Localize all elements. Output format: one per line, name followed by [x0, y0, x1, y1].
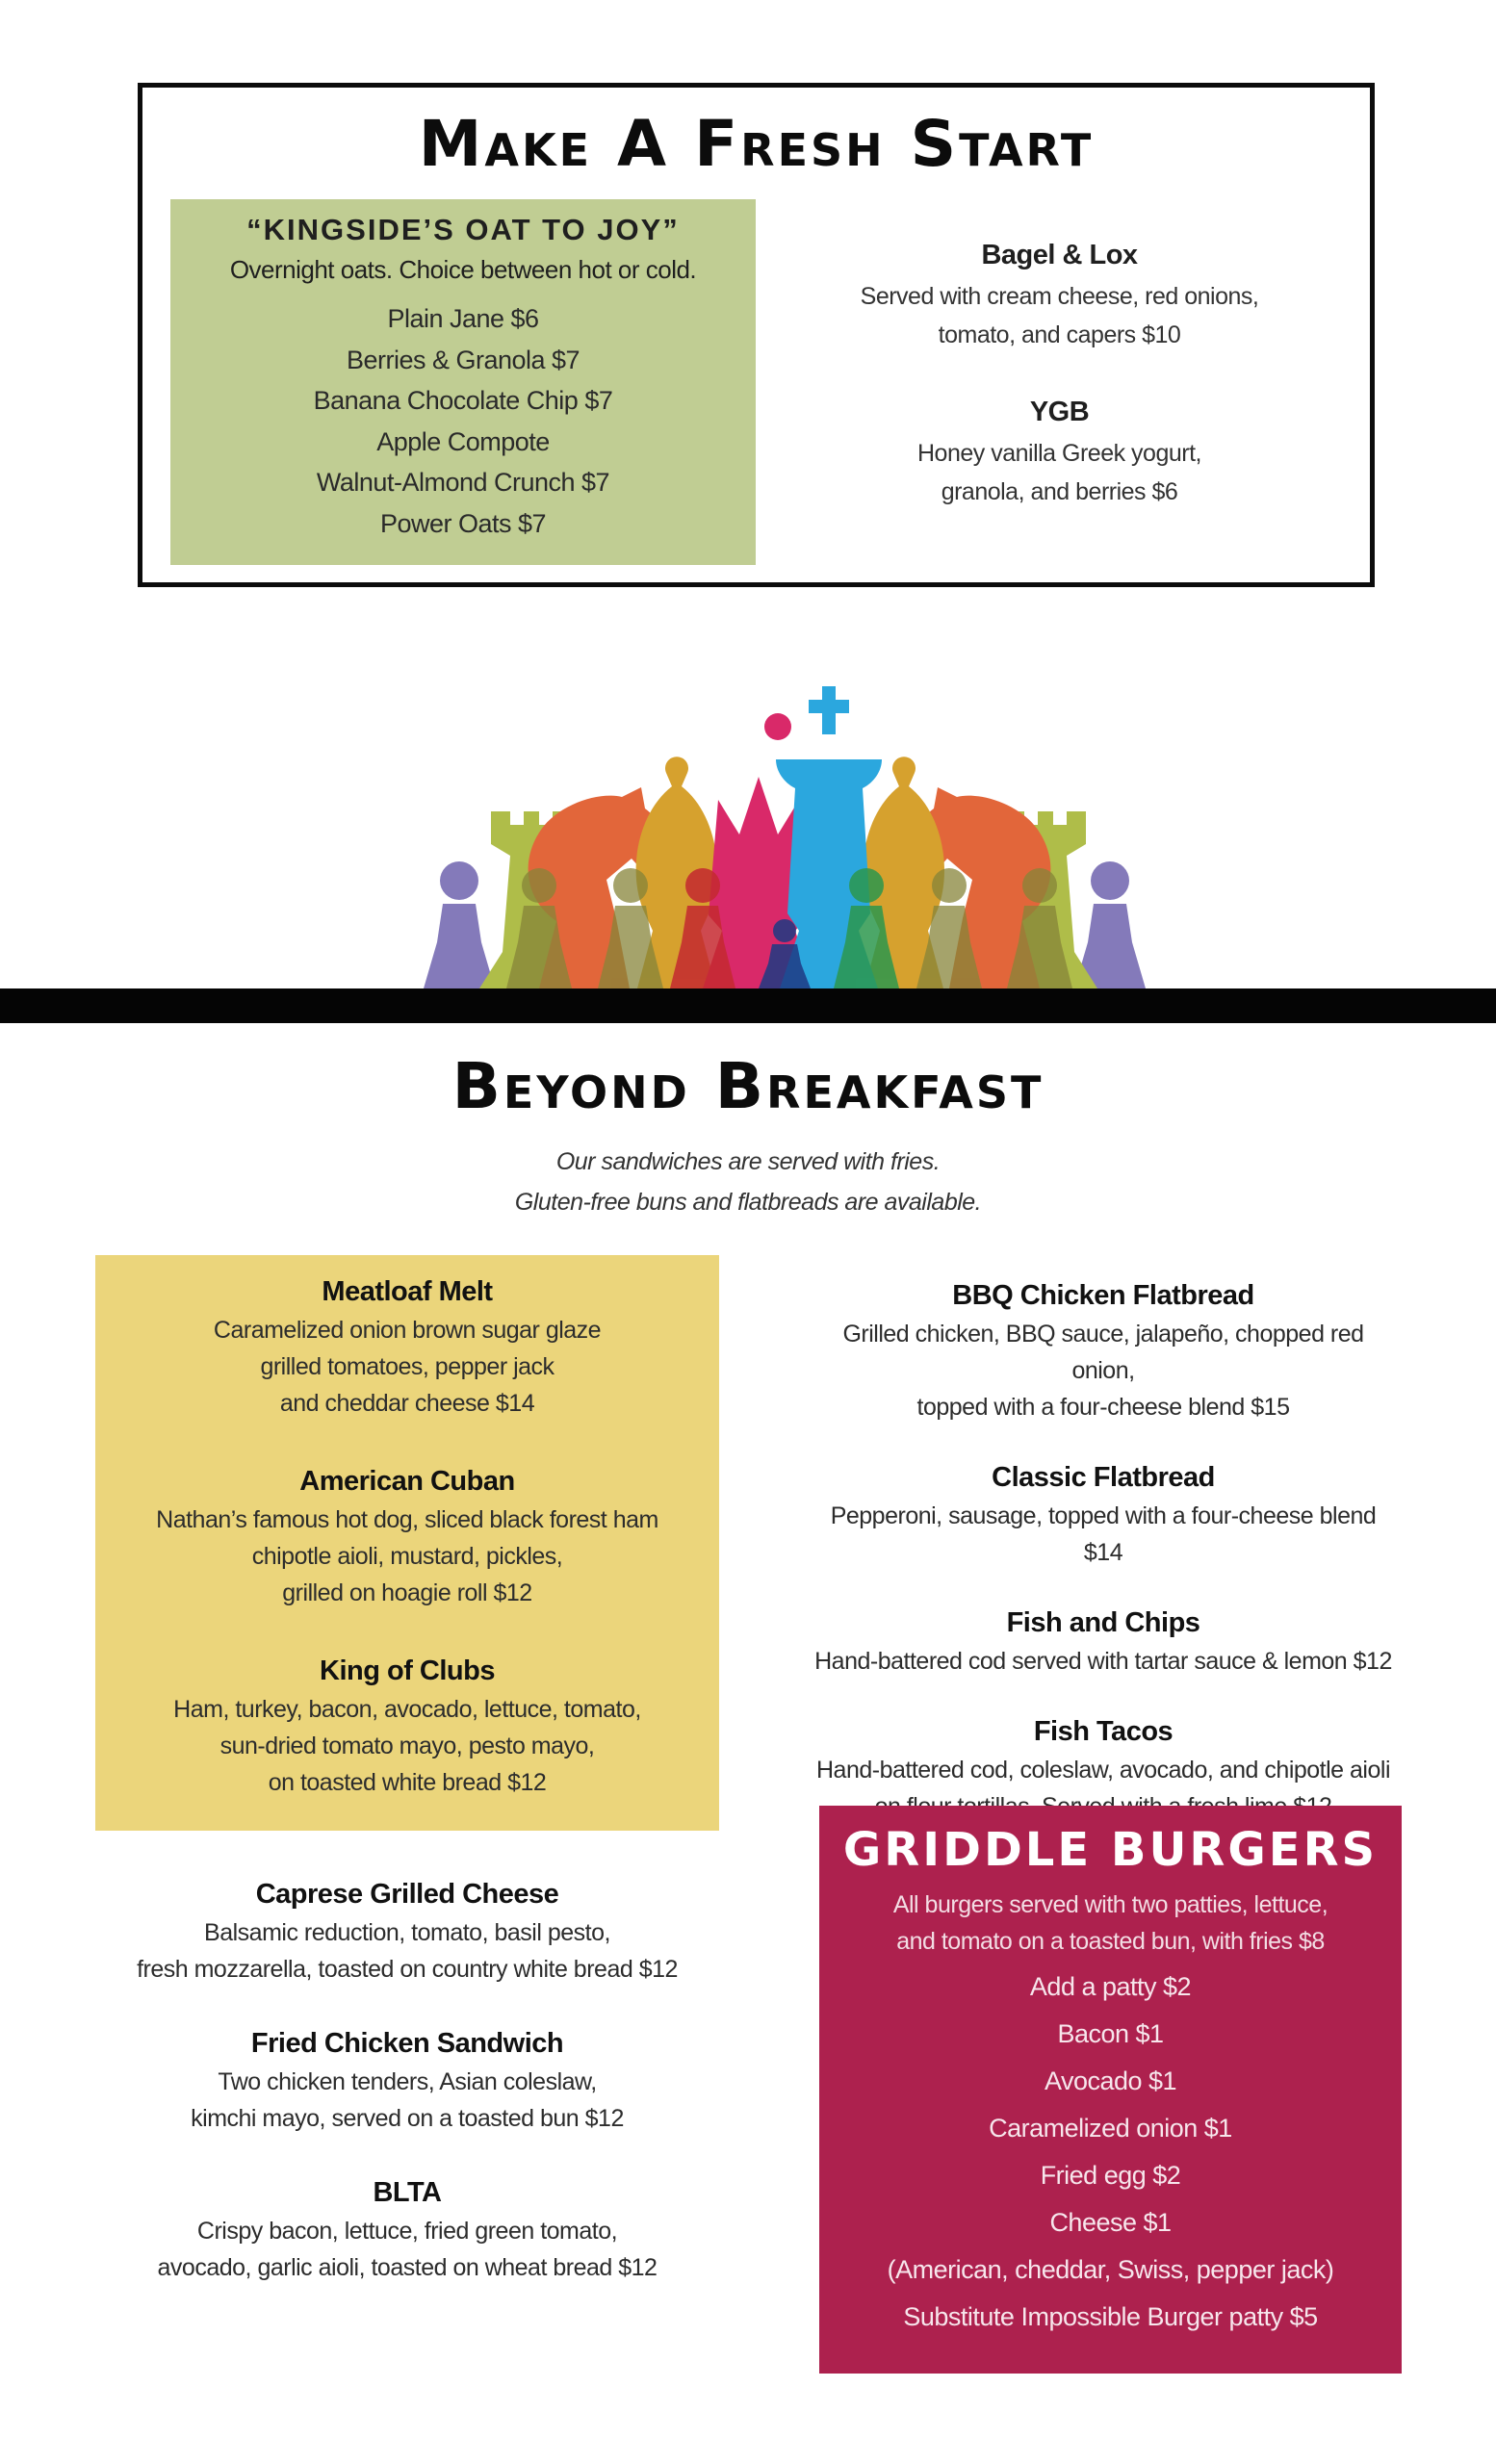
menu-item-american-cuban: [95, 1466, 719, 1611]
item-name: Bagel & Lox: [981, 240, 1138, 270]
item-name: BLTA: [373, 2177, 442, 2208]
item-desc: Grilled chicken, BBQ sauce, jalapeño, chopped red onion, topped with a four-cheese blend $15: [842, 1321, 1364, 1421]
item-desc: Balsamic reduction, tomato, basil pesto, fresh mozzarella, toasted on country white bread $12: [137, 1919, 678, 1983]
menu-item-meatloaf-melt: [95, 1276, 719, 1422]
item-name: Fish and Chips: [1006, 1607, 1200, 1638]
menu-item-caprese-grilled-cheese: [95, 1879, 719, 1988]
oats-item: Walnut-Almond Crunch $7: [316, 468, 610, 497]
menu-item-bbq-chicken-flatbread: [814, 1280, 1392, 1425]
oats-box: [170, 199, 756, 565]
item-desc: Served with cream cheese, red onions, tomato, and capers $10: [860, 283, 1259, 348]
burger-options: [819, 1964, 1402, 2341]
note-line: Our sandwiches are served with fries.: [555, 1148, 941, 1175]
oats-list: [170, 298, 756, 544]
item-name: Caprese Grilled Cheese: [255, 1879, 559, 1910]
burger-option: Bacon $1: [1057, 2019, 1164, 2048]
oats-item: Banana Chocolate Chip $7: [313, 386, 613, 415]
menu-item-classic-flatbread: [814, 1462, 1392, 1571]
fresh-start-title: Make A Fresh Start: [418, 107, 1095, 181]
griddle-burgers-box: [819, 1806, 1402, 2374]
menu-item-blta: [95, 2177, 719, 2286]
item-desc: Hand-battered cod, coleslaw, avocado, and chipotle aioli: [815, 1757, 1390, 1784]
item-name: YGB: [1029, 397, 1090, 427]
oats-item: Plain Jane $6: [387, 304, 539, 333]
oats-item: Apple Compote: [376, 426, 550, 456]
left-lower-items: [95, 1879, 719, 2286]
item-desc: Hand-battered cod served with tartar sauce & lemon $12: [814, 1648, 1392, 1675]
burger-option: Avocado $1: [1044, 2066, 1177, 2095]
item-name: Fish Tacos: [1033, 1716, 1174, 1747]
burger-option: (American, cheddar, Swiss, pepper jack): [887, 2255, 1334, 2284]
griddle-burgers-subtitle: All burgers served with two patties, lettuce, and tomato on a toasted bun, with fries $8: [892, 1891, 1328, 1955]
divider-bar: [0, 988, 1496, 1023]
menu-item-ygb: [783, 397, 1336, 511]
menu-item-fish-and-chips: [814, 1607, 1392, 1680]
item-name: BBQ Chicken Flatbread: [952, 1280, 1254, 1311]
chess-pieces-illustration: [414, 679, 1165, 988]
note-line: Gluten-free buns and flatbreads are available.: [514, 1189, 982, 1216]
burger-option: Cheese $1: [1049, 2208, 1172, 2237]
burger-option: Substitute Impossible Burger patty $5: [903, 2302, 1318, 2331]
oats-subtitle: Overnight oats. Choice between hot or cold.: [229, 255, 697, 284]
item-desc: Ham, turkey, bacon, avocado, lettuce, tomato, sun-dried tomato mayo, pesto mayo, on toasted white bread $12: [173, 1696, 641, 1796]
item-name: Fried Chicken Sandwich: [250, 2028, 564, 2059]
burger-option: Add a patty $2: [1029, 1972, 1192, 2001]
menu-item-bagel-lox: [783, 240, 1336, 354]
sandwich-box: [95, 1255, 719, 1831]
item-desc: Caramelized onion brown sugar glaze grilled tomatoes, pepper jack and cheddar cheese $14: [213, 1317, 602, 1417]
item-desc: Pepperoni, sausage, topped with a four-cheese blend $14: [830, 1502, 1377, 1566]
item-desc: Nathan’s famous hot dog, sliced black forest ham chipotle aioli, mustard, pickles, grilled on hoagie roll $12: [156, 1506, 658, 1606]
burger-option: Fried egg $2: [1040, 2161, 1181, 2190]
item-name: Classic Flatbread: [992, 1462, 1215, 1493]
griddle-burgers-title: GRIDDLE BURGERS: [842, 1823, 1379, 1877]
item-name: Meatloaf Melt: [322, 1276, 493, 1307]
flatbread-fish-items: [814, 1280, 1392, 1825]
burger-option: Caramelized onion $1: [989, 2114, 1232, 2143]
fresh-start-right: [783, 240, 1336, 511]
item-name: American Cuban: [299, 1466, 515, 1497]
beyond-notes: [0, 1142, 1496, 1222]
menu-item-king-of-clubs: [95, 1656, 719, 1801]
beyond-breakfast-title: Beyond Breakfast: [451, 1049, 1045, 1123]
oats-item: Power Oats $7: [379, 508, 547, 538]
item-desc: Crispy bacon, lettuce, fried green tomato, avocado, garlic aioli, toasted on wheat bread $12: [157, 2218, 658, 2281]
menu-item-fried-chicken-sandwich: [95, 2028, 719, 2137]
oats-title: “KINGSIDE’S OAT TO JOY”: [246, 213, 680, 246]
item-desc: Two chicken tenders, Asian coleslaw, kimchi mayo, served on a toasted bun $12: [191, 2068, 624, 2132]
fresh-start-section: [138, 83, 1375, 587]
oats-item: Berries & Granola $7: [346, 345, 580, 374]
item-name: King of Clubs: [320, 1656, 495, 1686]
item-desc: Honey vanilla Greek yogurt, granola, and berries $6: [917, 440, 1201, 505]
